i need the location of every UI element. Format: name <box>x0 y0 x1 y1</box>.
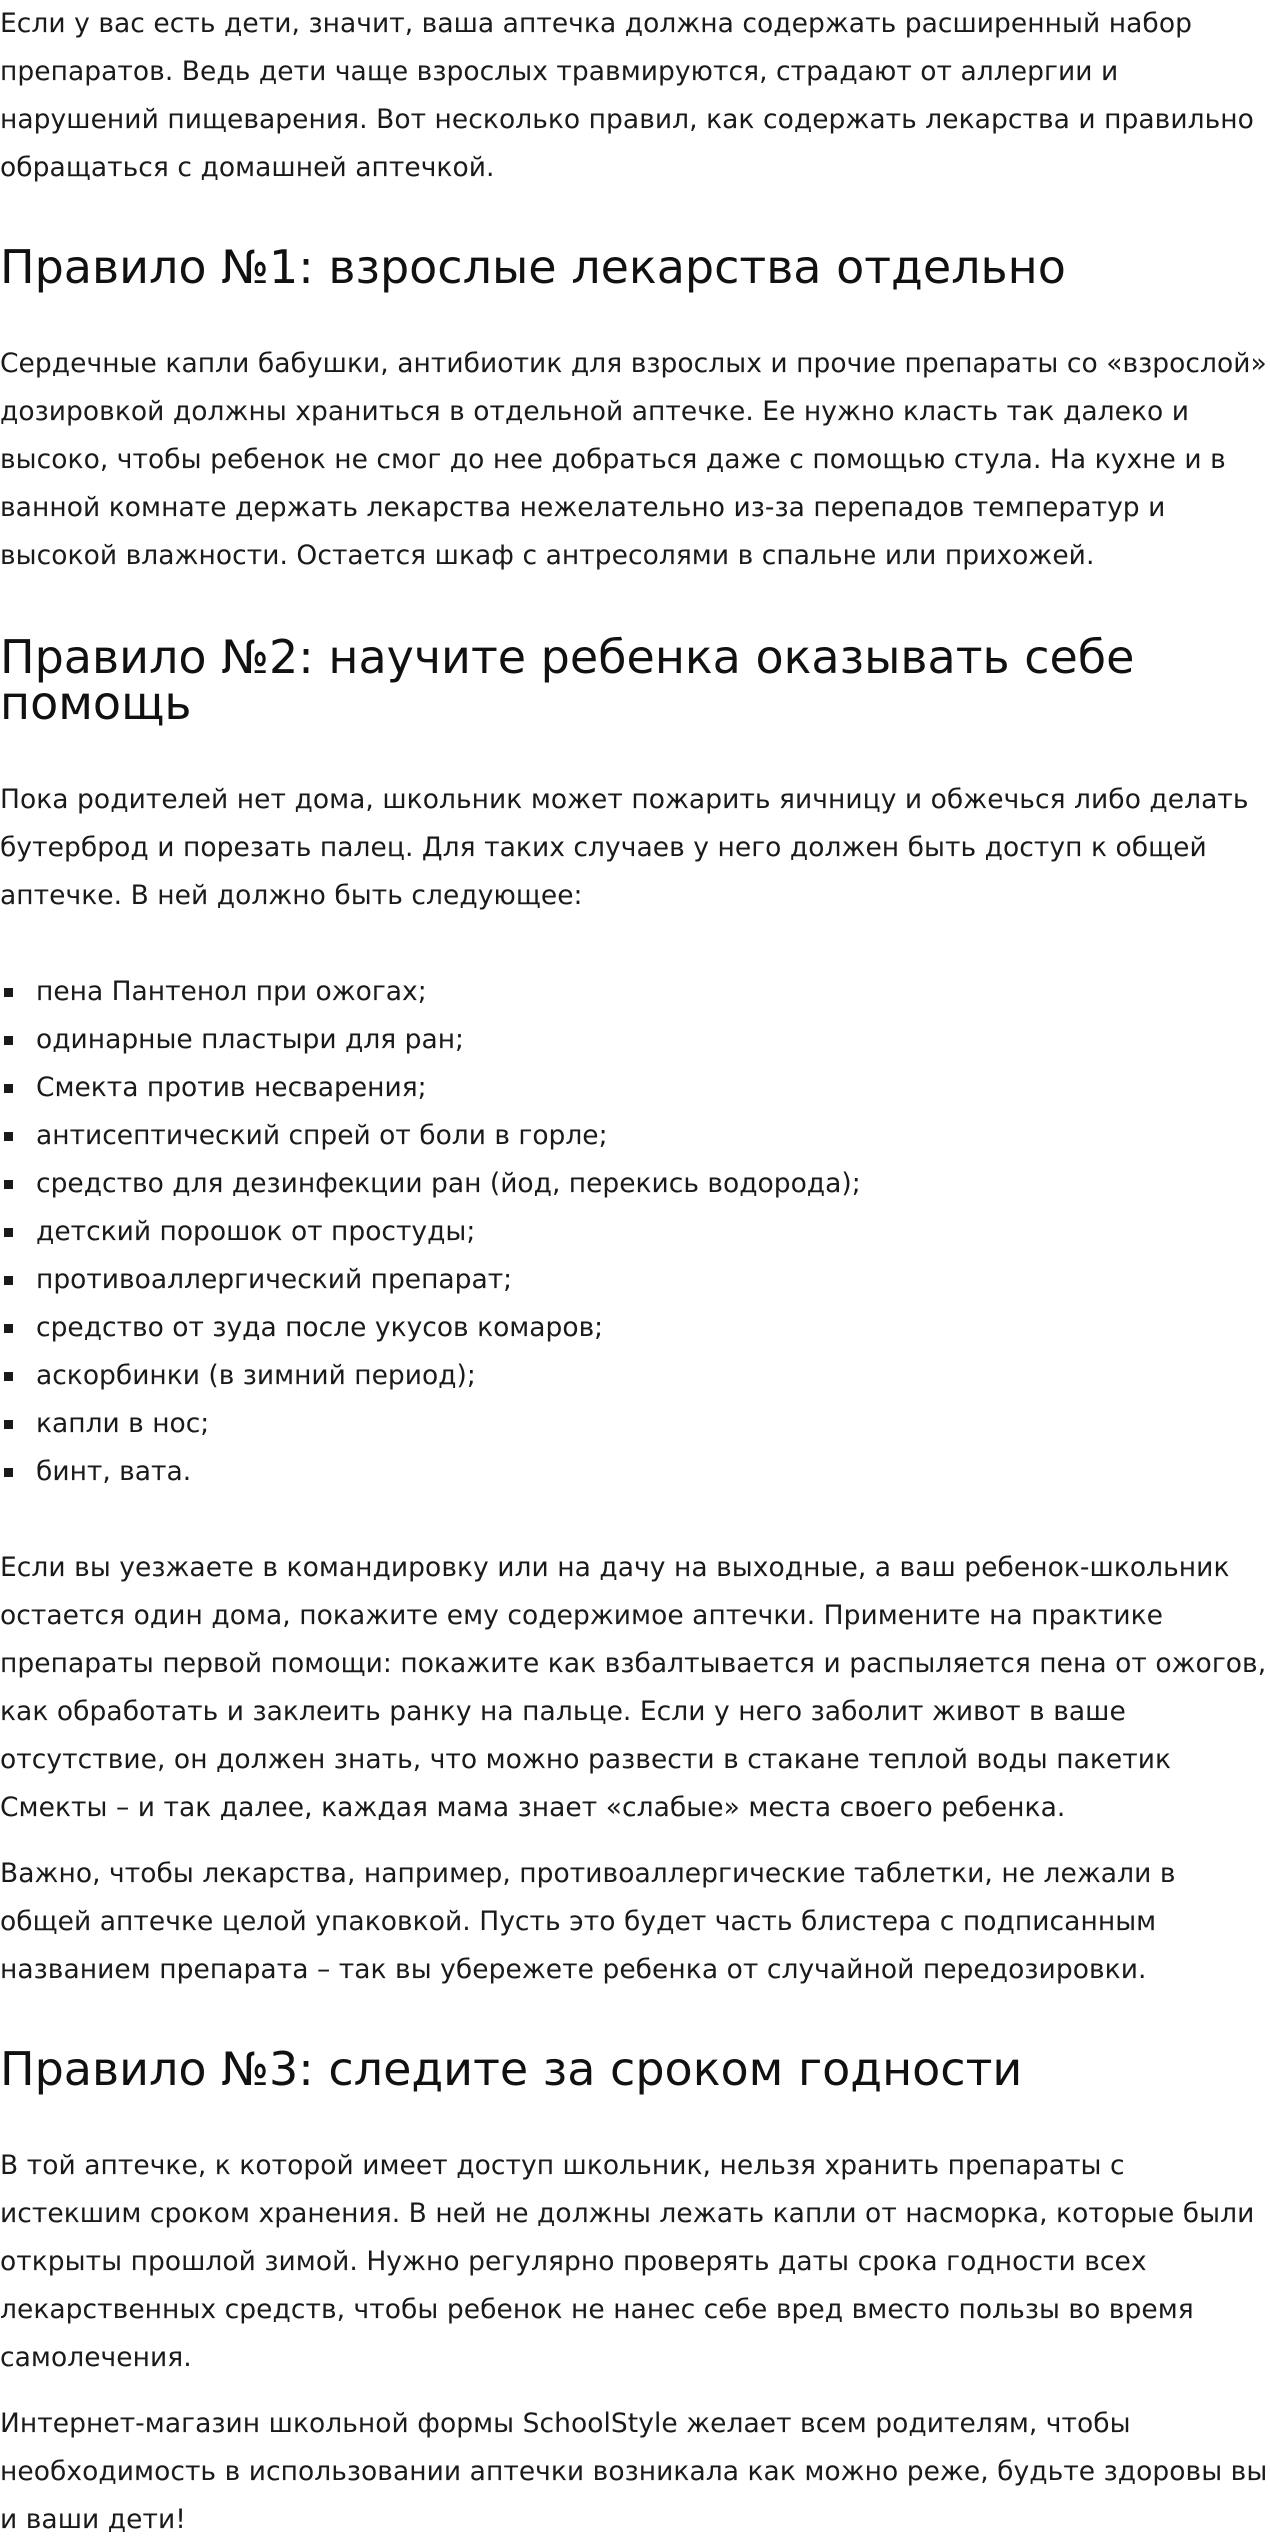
rule3-paragraph: В той аптечке, к которой имеет доступ школьник, нельзя хранить препараты с истекшим сроком хранения. В ней не должны лежать капли от насморка, которые были открыты прошлой зимой. Нужно регулярно проверять даты срока годности всех лекарственных средств, чтобы ребенок не нанес себе вред вместо пользы во время самолечения. <box>0 2150 1255 2373</box>
list-item: Смекта против несварения; <box>0 1064 1270 1112</box>
list-item: пена Пантенол при ожогах; <box>0 968 1270 1016</box>
list-item: противоаллергический препарат; <box>0 1256 1270 1304</box>
list-item: средство для дезинфекции ран (йод, перекись водорода); <box>0 1160 1270 1208</box>
tablets-paragraph: Важно, чтобы лекарства, например, противоаллергические таблетки, не лежали в общей аптечке целой упаковкой. Пусть это будет часть блистера с подписанным названием препарата – так вы убережете ребенка от случайной передозировки. <box>0 1858 1176 1985</box>
outro-paragraph: Интернет-магазин школьной формы SchoolStyle желает всем родителям, чтобы необходимость в использовании аптечки возникала как можно реже, будьте здоровы вы и ваши дети! <box>0 2408 1268 2535</box>
list-item: аскорбинки (в зимний период); <box>0 1352 1270 1400</box>
rule3-heading: Правило №3: следите за сроком годности <box>0 2042 1023 2096</box>
list-item: антисептический спрей от боли в горле; <box>0 1112 1270 1160</box>
rule2-heading: Правило №2: научите ребенка оказывать себе помощь <box>0 630 1135 730</box>
rule2-paragraph: Пока родителей нет дома, школьник может пожарить яичницу и обжечься либо делать бутерброд и порезать палец. Для таких случаев у него должен быть доступ к общей аптечке. В ней должно быть следующее: <box>0 784 1249 911</box>
list-item: средство от зуда после укусов комаров; <box>0 1304 1270 1352</box>
rule1-heading: Правило №1: взрослые лекарства отдельно <box>0 240 1066 294</box>
list-item: детский порошок от простуды; <box>0 1208 1270 1256</box>
first-aid-list <box>0 968 1270 1496</box>
intro-paragraph: Если у вас есть дети, значит, ваша аптечка должна содержать расширенный набор препаратов. Ведь дети чаще взрослых травмируются, страдают от аллергии и нарушений пищеварения. Вот несколько правил, как содержать лекарства и правильно обращаться с домашней аптечкой. <box>0 8 1254 183</box>
trip-paragraph: Если вы уезжаете в командировку или на дачу на выходные, а ваш ребенок-школьник остается один дома, покажите ему содержимое аптечки. Примените на практике препараты первой помощи: покажите как взбалтывается и распыляется пена от ожогов, как обработать и заклеить ранку на пальце. Если у него заболит живот в ваше отсутствие, он должен знать, что можно развести в стакане теплой воды пакетик Смекты – и так далее, каждая мама знает «слабые» места своего ребенка. <box>0 1552 1267 1823</box>
list-item: бинт, вата. <box>0 1448 1270 1496</box>
list-item: капли в нос; <box>0 1400 1270 1448</box>
list-item: одинарные пластыри для ран; <box>0 1016 1270 1064</box>
rule1-paragraph: Сердечные капли бабушки, антибиотик для взрослых и прочие препараты со «взрослой» дозировкой должны храниться в отдельной аптечке. Ее нужно класть так далеко и высоко, чтобы ребенок не смог до нее добраться даже с помощью стула. На кухне и в ванной комнате держать лекарства нежелательно из-за перепадов температур и высокой влажности. Остается шкаф с антресолями в спальне или прихожей. <box>0 348 1267 571</box>
